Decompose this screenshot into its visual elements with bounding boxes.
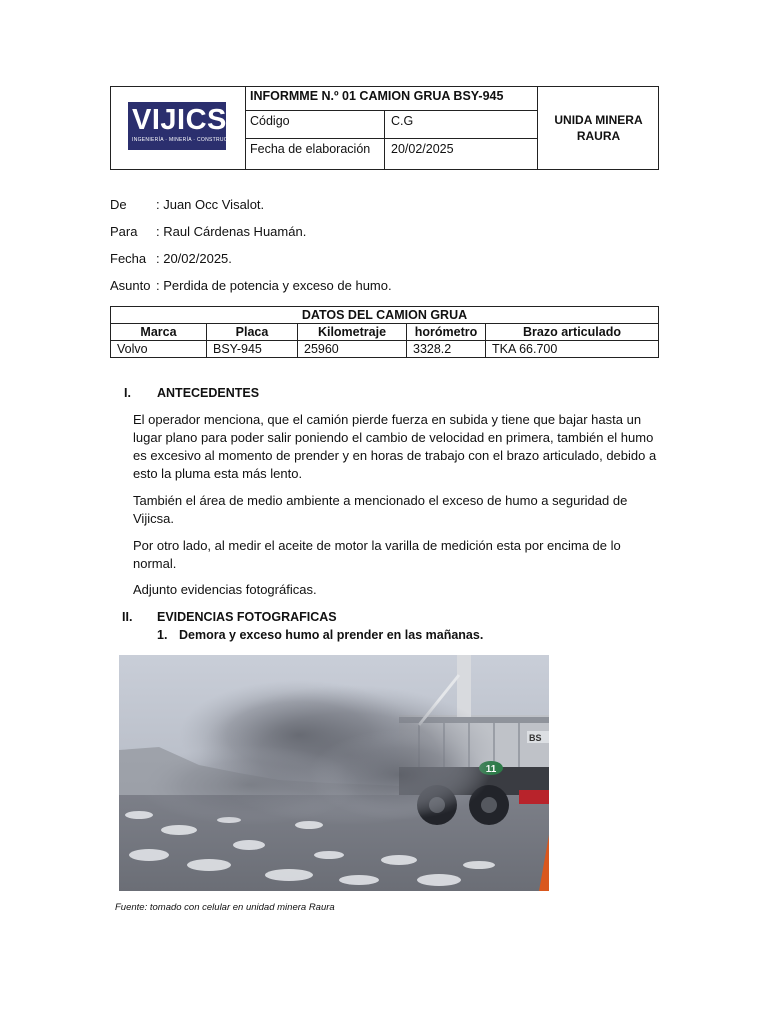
table-header-kilometraje: Kilometraje xyxy=(298,324,407,341)
mining-unit xyxy=(537,87,659,169)
plate-fragment: BS xyxy=(529,733,542,743)
from-value: : Juan Occ Visalot. xyxy=(156,197,265,212)
logo-cell xyxy=(111,87,246,169)
to-line xyxy=(110,224,306,239)
table-header-marca: Marca xyxy=(111,324,207,341)
paragraph-4: Adjunto evidencias fotográficas. xyxy=(133,582,317,597)
section-1-title: ANTECEDENTES xyxy=(157,386,260,400)
date-row xyxy=(245,139,537,169)
code-value: C.G xyxy=(391,114,414,128)
truck-table-header-row xyxy=(111,324,659,341)
section-2-number: II. xyxy=(122,610,133,624)
date-line-label: Fecha xyxy=(110,251,147,266)
code-row xyxy=(245,111,537,139)
logo-subtext: INGENIERÍA · MINERÍA · CONSTRUCCIÓN xyxy=(132,137,242,143)
date-label: Fecha de elaboración xyxy=(245,139,385,169)
date-line-value: : 20/02/2025. xyxy=(156,251,232,266)
subject-line xyxy=(110,278,392,293)
company-logo xyxy=(128,102,242,150)
mining-unit-label: UNIDA MINERA RAURA xyxy=(554,113,643,143)
paragraph-2: También el área de medio ambiente a mencionado el exceso de humo a seguridad de Vijicsa. xyxy=(133,493,628,526)
subject-label: Asunto xyxy=(110,278,151,293)
header-table xyxy=(110,86,659,170)
table-header-horometro: horómetro xyxy=(407,324,486,341)
table-header-placa: Placa xyxy=(207,324,298,341)
paragraph-1: El operador menciona, que el camión pierde fuerza en subida y tiene que bajar hasta un lugar plano para poder salir poniendo el cambio de velocidad en primera, también el humo es excesivo al momento de prender y en horas de trabajo con el brazo articulado, debido a esto la pluma esta más lento. xyxy=(133,412,657,481)
cell-brazo: TKA 66.700 xyxy=(486,341,659,358)
logo-text: VIJICS xyxy=(132,104,227,136)
cell-marca: Volvo xyxy=(111,341,207,358)
to-value: : Raul Cárdenas Huamán. xyxy=(156,224,307,239)
cell-kilometraje: 25960 xyxy=(298,341,407,358)
date-line xyxy=(110,251,232,266)
cell-placa: BSY-945 xyxy=(207,341,298,358)
truck-table-title: DATOS DEL CAMION GRUA xyxy=(111,307,659,324)
evidence-photo xyxy=(119,655,549,891)
evidence-item-number: 1. xyxy=(157,628,168,642)
section-2-title: EVIDENCIAS FOTOGRAFICAS xyxy=(157,610,337,624)
section-1-number: I. xyxy=(124,386,131,400)
cell-horometro: 3328.2 xyxy=(407,341,486,358)
smoke-truck-photo xyxy=(119,655,549,891)
from-line xyxy=(110,197,264,212)
photo-caption: Fuente: tomado con celular en unidad minera Raura xyxy=(115,902,335,913)
report-title: INFORMME N.º 01 CAMION GRUA BSY-945 xyxy=(245,87,537,111)
code-label: Código xyxy=(245,111,385,138)
evidence-item-title: Demora y exceso humo al prender en las mañanas. xyxy=(179,628,484,642)
table-row xyxy=(111,341,659,358)
to-label: Para xyxy=(110,224,138,239)
date-value: 20/02/2025 xyxy=(391,142,454,156)
truck-data-table xyxy=(110,306,659,358)
table-header-brazo: Brazo articulado xyxy=(486,324,659,341)
subject-value: : Perdida de potencia y exceso de humo. xyxy=(156,278,392,293)
paragraph-3: Por otro lado, al medir el aceite de motor la varilla de medición esta por encima de lo normal. xyxy=(133,538,621,571)
from-label: De xyxy=(110,197,127,212)
